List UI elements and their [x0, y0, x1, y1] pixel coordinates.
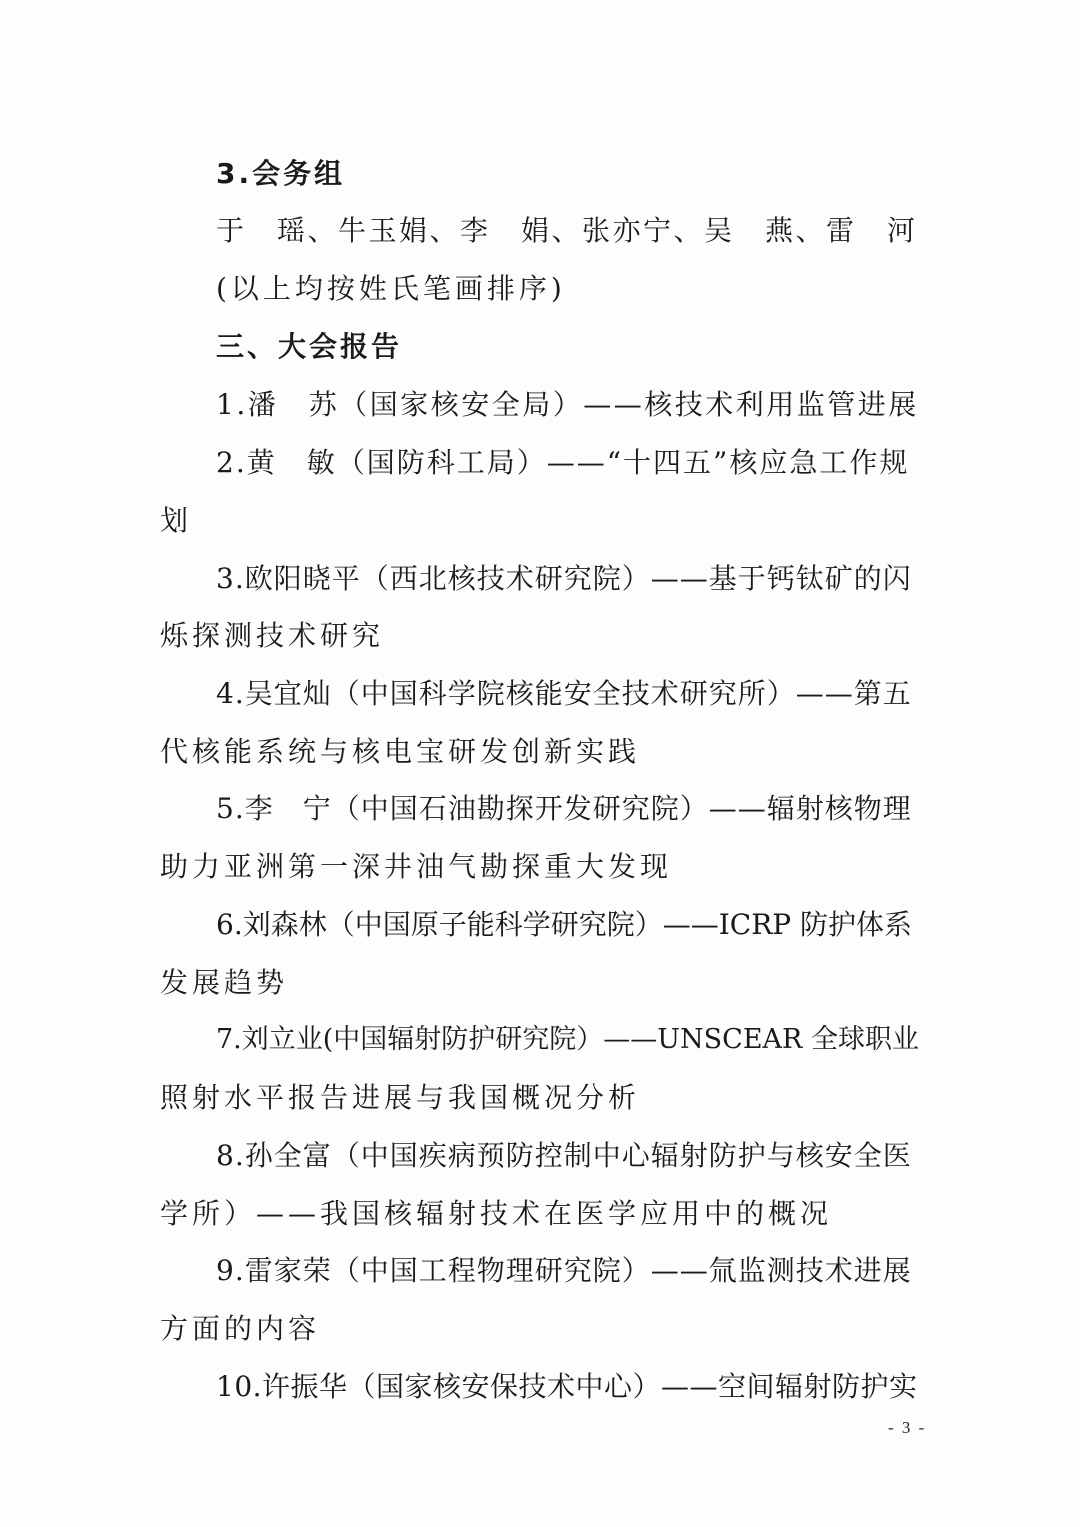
group3-note: (以上均按姓氏笔画排序) [216, 272, 566, 305]
report-10-line-1: 10.许振华（国家核安保技术中心）——空间辐射防护实 [216, 1370, 918, 1403]
report-7-line-2: 照射水平报告进展与我国概况分析 [160, 1081, 641, 1114]
report-8-line-1: 8.孙全富（中国疾病预防控制中心辐射防护与核安全医 [216, 1139, 912, 1172]
report-4-line-1: 4.吴宜灿（中国科学院核能安全技术研究所）——第五 [216, 677, 912, 710]
report-9-line-2: 方面的内容 [160, 1312, 321, 1345]
group3-names: 于 瑶、牛玉娟、李 娟、张亦宁、吴 燕、雷 河 [216, 214, 918, 247]
group3-heading: 3.会务组 [216, 157, 346, 190]
report-6-line-2: 发展趋势 [160, 966, 289, 999]
report-1-line-1: 1.潘 苏（国家核安全局）——核技术利用监管进展 [216, 388, 919, 421]
report-8-line-2: 学所）——我国核辐射技术在医学应用中的概况 [160, 1197, 833, 1230]
report-5-line-1: 5.李 宁（中国石油勘探开发研究院）——辐射核物理 [216, 792, 912, 825]
page-number: - 3 - [888, 1418, 927, 1437]
report-5-line-2: 助力亚洲第一深井油气勘探重大发现 [160, 850, 673, 883]
report-2-line-2: 划 [160, 504, 193, 537]
report-7-line-1: 7.刘立业(中国辐射防护研究院）——UNSCEAR 全球职业 [216, 1024, 919, 1055]
report-2-line-1: 2.黄 敏（国防科工局）——“十四五”核应急工作规 [216, 446, 910, 479]
report-4-line-2: 代核能系统与核电宝研发创新实践 [160, 735, 641, 768]
reports-heading: 三、大会报告 [216, 330, 403, 363]
report-3-line-2: 烁探测技术研究 [160, 619, 385, 652]
report-6-line-1: 6.刘森林（中国原子能科学研究院）——ICRP 防护体系 [216, 908, 913, 941]
report-3-line-1: 3.欧阳晓平（西北核技术研究院）——基于钙钛矿的闪 [216, 562, 912, 595]
report-9-line-1: 9.雷家荣（中国工程物理研究院）——氚监测技术进展 [216, 1254, 912, 1287]
